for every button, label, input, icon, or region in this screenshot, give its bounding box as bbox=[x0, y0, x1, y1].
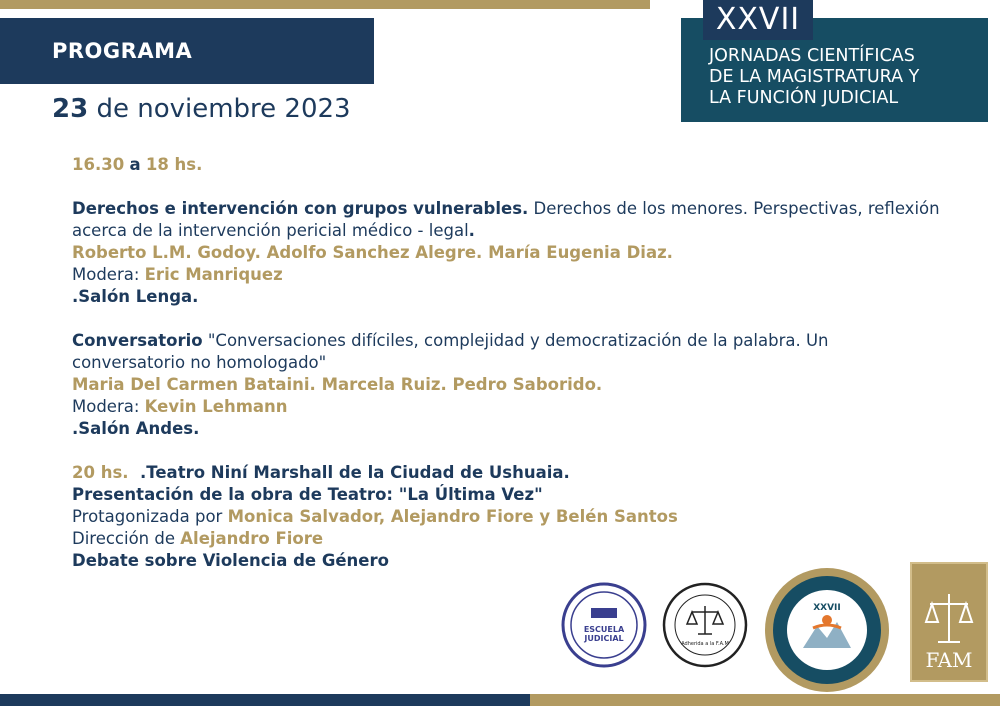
date-day: 23 bbox=[52, 94, 89, 124]
panel2-room: .Salón Andes. bbox=[72, 419, 200, 438]
event-title-line2: DE LA MAGISTRATURA Y bbox=[709, 67, 920, 87]
panel2-title-rest: "Conversaciones difíciles, complejidad y democratización de la palabra. Un conversatorio no homologado" bbox=[72, 331, 829, 372]
panel2-moderator-label: Modera: bbox=[72, 397, 145, 416]
top-decorative-bar bbox=[0, 0, 650, 9]
panel2-moderator: Kevin Lehmann bbox=[144, 397, 288, 416]
fam-logo bbox=[910, 562, 988, 682]
panel1-title-dot: . bbox=[468, 221, 475, 240]
programa-header bbox=[0, 18, 374, 84]
ej-line2: JUDICIAL bbox=[584, 634, 624, 643]
event-title-line3: LA FUNCIÓN JUDICIAL bbox=[709, 88, 899, 108]
jc-number: XXVII bbox=[813, 603, 841, 613]
schedule-content bbox=[72, 154, 942, 572]
evening-play: Presentación de la obra de Teatro: "La Última Vez" bbox=[72, 485, 543, 504]
panel1-title-rest: Derechos de los menores. Perspectivas, reflexión acerca de la intervención pericial médico - legal bbox=[72, 199, 940, 240]
evening-time-line bbox=[72, 462, 942, 484]
justice-scales-icon bbox=[924, 588, 974, 648]
event-date bbox=[52, 94, 351, 124]
escuela-judicial-logo bbox=[561, 582, 647, 668]
event-title bbox=[709, 46, 984, 109]
evening-cast: Monica Salvador, Alejandro Fiore y Belén Santos bbox=[227, 507, 678, 526]
time1-a: a bbox=[129, 155, 141, 174]
bottom-bar-gold bbox=[530, 694, 1000, 706]
evening-cast-line bbox=[72, 506, 942, 528]
sponsor-logos bbox=[556, 560, 1000, 694]
programa-label: PROGRAMA bbox=[52, 39, 193, 63]
panel1-speakers: Roberto L.M. Godoy. Adolfo Sanchez Alegre. María Eugenia Diaz. bbox=[72, 243, 673, 262]
panel2-speakers: Maria Del Carmen Bataini. Marcela Ruiz. Pedro Saborido. bbox=[72, 375, 603, 394]
panel1-room: .Salón Lenga. bbox=[72, 287, 199, 306]
evening-cast-label: Protagonizada por bbox=[72, 507, 228, 526]
panel1-moderator: Eric Manriquez bbox=[144, 265, 283, 284]
ej-line1: ESCUELA bbox=[583, 625, 625, 634]
time-slot-1 bbox=[72, 154, 942, 176]
edition-number: XXVII bbox=[703, 0, 813, 40]
panel1-moderator-line bbox=[72, 264, 942, 286]
time1-end: 18 hs. bbox=[145, 155, 203, 174]
bottom-bar-navy bbox=[0, 694, 530, 706]
asociacion-magistrados-logo bbox=[662, 582, 748, 668]
evening-venue: .Teatro Niní Marshall de la Ciudad de Ushuaia. bbox=[128, 463, 570, 482]
panel2-title bbox=[72, 330, 942, 374]
event-title-line1: JORNADAS CIENTÍFICAS bbox=[709, 46, 915, 66]
event-title-box bbox=[681, 2, 988, 122]
panel2-moderator-line bbox=[72, 396, 942, 418]
panel1-title-bold: Derechos e intervención con grupos vulnerables. bbox=[72, 199, 529, 218]
evening-debate: Debate sobre Violencia de Género bbox=[72, 551, 389, 570]
evening-time: 20 hs. bbox=[72, 463, 129, 482]
date-month-year: de noviembre 2023 bbox=[88, 94, 351, 124]
evening-director: Alejandro Fiore bbox=[180, 529, 324, 548]
time1-start: 16.30 bbox=[72, 155, 125, 174]
evening-director-label: Dirección de bbox=[72, 529, 181, 548]
fam-label: FAM bbox=[925, 648, 973, 672]
panel1-title bbox=[72, 198, 942, 242]
am-text: Adherida a la F.A.M bbox=[681, 641, 729, 647]
jornadas-cientificas-logo bbox=[763, 566, 891, 694]
panel2-title-bold: Conversatorio bbox=[72, 331, 203, 350]
book-icon bbox=[591, 608, 617, 618]
evening-director-line bbox=[72, 528, 942, 550]
panel1-moderator-label: Modera: bbox=[72, 265, 145, 284]
